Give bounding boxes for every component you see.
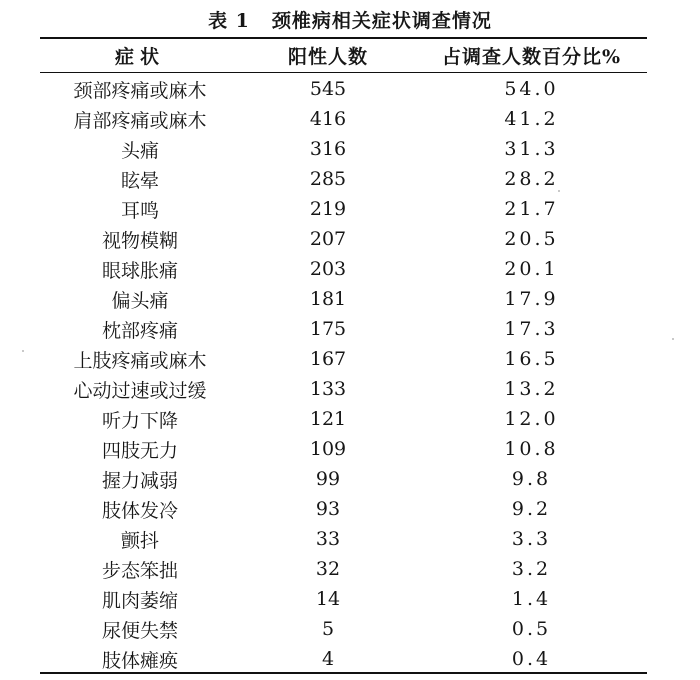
- cell-symptom: 颈部疼痛或麻木: [73, 79, 207, 102]
- cell-percentage: 21.7: [504, 198, 559, 220]
- table-row: [40, 614, 647, 644]
- cell-percentage: 3.2: [511, 558, 552, 580]
- cell-positive-count: 4: [321, 648, 335, 670]
- table-row: [40, 134, 647, 164]
- cell-positive-count: 545: [309, 78, 347, 100]
- cell-percentage: 20.1: [504, 258, 559, 280]
- header-positive-count: 阳性人数: [287, 46, 368, 68]
- cell-percentage: 20.5: [504, 228, 559, 250]
- table-body: [0, 74, 607, 674]
- cell-positive-count: 181: [309, 288, 347, 310]
- cell-percentage: 31.3: [504, 138, 559, 160]
- cell-symptom: 颤抖: [120, 529, 159, 552]
- cell-percentage: 1.4: [511, 588, 552, 610]
- cell-positive-count: 32: [315, 558, 341, 580]
- cell-symptom: 步态笨拙: [101, 559, 178, 582]
- cell-percentage: 28.2: [504, 168, 559, 190]
- cell-percentage: 13.2: [504, 378, 559, 400]
- table-row: [40, 524, 647, 554]
- cell-positive-count: 93: [315, 498, 341, 520]
- table-header: [40, 39, 647, 72]
- cell-positive-count: 207: [309, 228, 347, 250]
- cell-positive-count: 5: [321, 618, 335, 640]
- cell-percentage: 3.3: [511, 528, 552, 550]
- cell-percentage: 9.2: [511, 498, 552, 520]
- cell-positive-count: 416: [309, 108, 347, 130]
- table-row: [40, 224, 647, 254]
- cell-positive-count: 175: [309, 318, 347, 340]
- table-row: [40, 644, 647, 674]
- cell-symptom: 四肢无力: [101, 439, 178, 462]
- cell-symptom: 头痛: [120, 139, 159, 162]
- cell-positive-count: 121: [309, 408, 347, 430]
- table-row: [40, 464, 647, 494]
- table-row: [40, 74, 647, 104]
- scan-speck: [558, 190, 560, 192]
- cell-percentage: 16.5: [504, 348, 559, 370]
- table-row: [40, 314, 647, 344]
- cell-symptom: 偏头痛: [111, 289, 169, 312]
- table-number: 表 1: [208, 10, 250, 32]
- cell-percentage: 54.0: [504, 78, 559, 100]
- table-row: [40, 104, 647, 134]
- table-row: [40, 584, 647, 614]
- cell-positive-count: 203: [309, 258, 347, 280]
- bottom-rule: [40, 672, 647, 674]
- table-row: [40, 434, 647, 464]
- cell-positive-count: 316: [309, 138, 347, 160]
- cell-symptom: 肩部疼痛或麻木: [73, 109, 207, 132]
- cell-symptom: 肌肉萎缩: [101, 589, 178, 612]
- table-row: [40, 344, 647, 374]
- cell-symptom: 听力下降: [101, 409, 178, 432]
- table-title: 颈椎病相关症状调查情况: [271, 10, 492, 32]
- table-row: [40, 494, 647, 524]
- cell-symptom: 枕部疼痛: [101, 319, 178, 342]
- table-row: [40, 374, 647, 404]
- cell-symptom: 视物模糊: [101, 229, 178, 252]
- cell-positive-count: 109: [309, 438, 347, 460]
- cell-symptom: 握力减弱: [101, 469, 178, 492]
- cell-positive-count: 285: [309, 168, 347, 190]
- header-percentage: 占调查人数百分比%: [441, 46, 622, 68]
- cell-symptom: 尿便失禁: [101, 619, 178, 642]
- cell-percentage: 17.9: [504, 288, 559, 310]
- cell-symptom: 肢体发冷: [101, 499, 178, 522]
- cell-symptom: 肢体瘫痪: [101, 649, 178, 672]
- scan-speck: [22, 350, 24, 352]
- table-row: [40, 554, 647, 584]
- table-caption: [0, 6, 700, 33]
- scan-speck: [672, 338, 674, 340]
- table-row: [40, 284, 647, 314]
- cell-percentage: 17.3: [504, 318, 559, 340]
- cell-percentage: 0.4: [511, 648, 552, 670]
- table-row: [40, 194, 647, 224]
- cell-symptom: 心动过速或过缓: [73, 379, 207, 402]
- cell-positive-count: 99: [315, 468, 341, 490]
- cell-percentage: 10.8: [504, 438, 559, 460]
- table-row: [40, 254, 647, 284]
- cell-percentage: 41.2: [504, 108, 559, 130]
- cell-symptom: 眼球胀痛: [101, 259, 178, 282]
- table-row: [40, 404, 647, 434]
- cell-percentage: 12.0: [504, 408, 559, 430]
- cell-percentage: 0.5: [511, 618, 552, 640]
- cell-symptom: 上肢疼痛或麻木: [73, 349, 207, 372]
- cell-positive-count: 133: [309, 378, 347, 400]
- cell-symptom: 耳鸣: [120, 199, 159, 222]
- cell-percentage: 9.8: [511, 468, 552, 490]
- cell-symptom: 眩晕: [120, 169, 159, 192]
- cell-positive-count: 167: [309, 348, 347, 370]
- cell-positive-count: 219: [309, 198, 347, 220]
- cell-positive-count: 33: [315, 528, 341, 550]
- header-symptom: 症状: [114, 46, 165, 68]
- header-rule: [40, 72, 647, 73]
- cell-positive-count: 14: [315, 588, 341, 610]
- table-row: [40, 164, 647, 194]
